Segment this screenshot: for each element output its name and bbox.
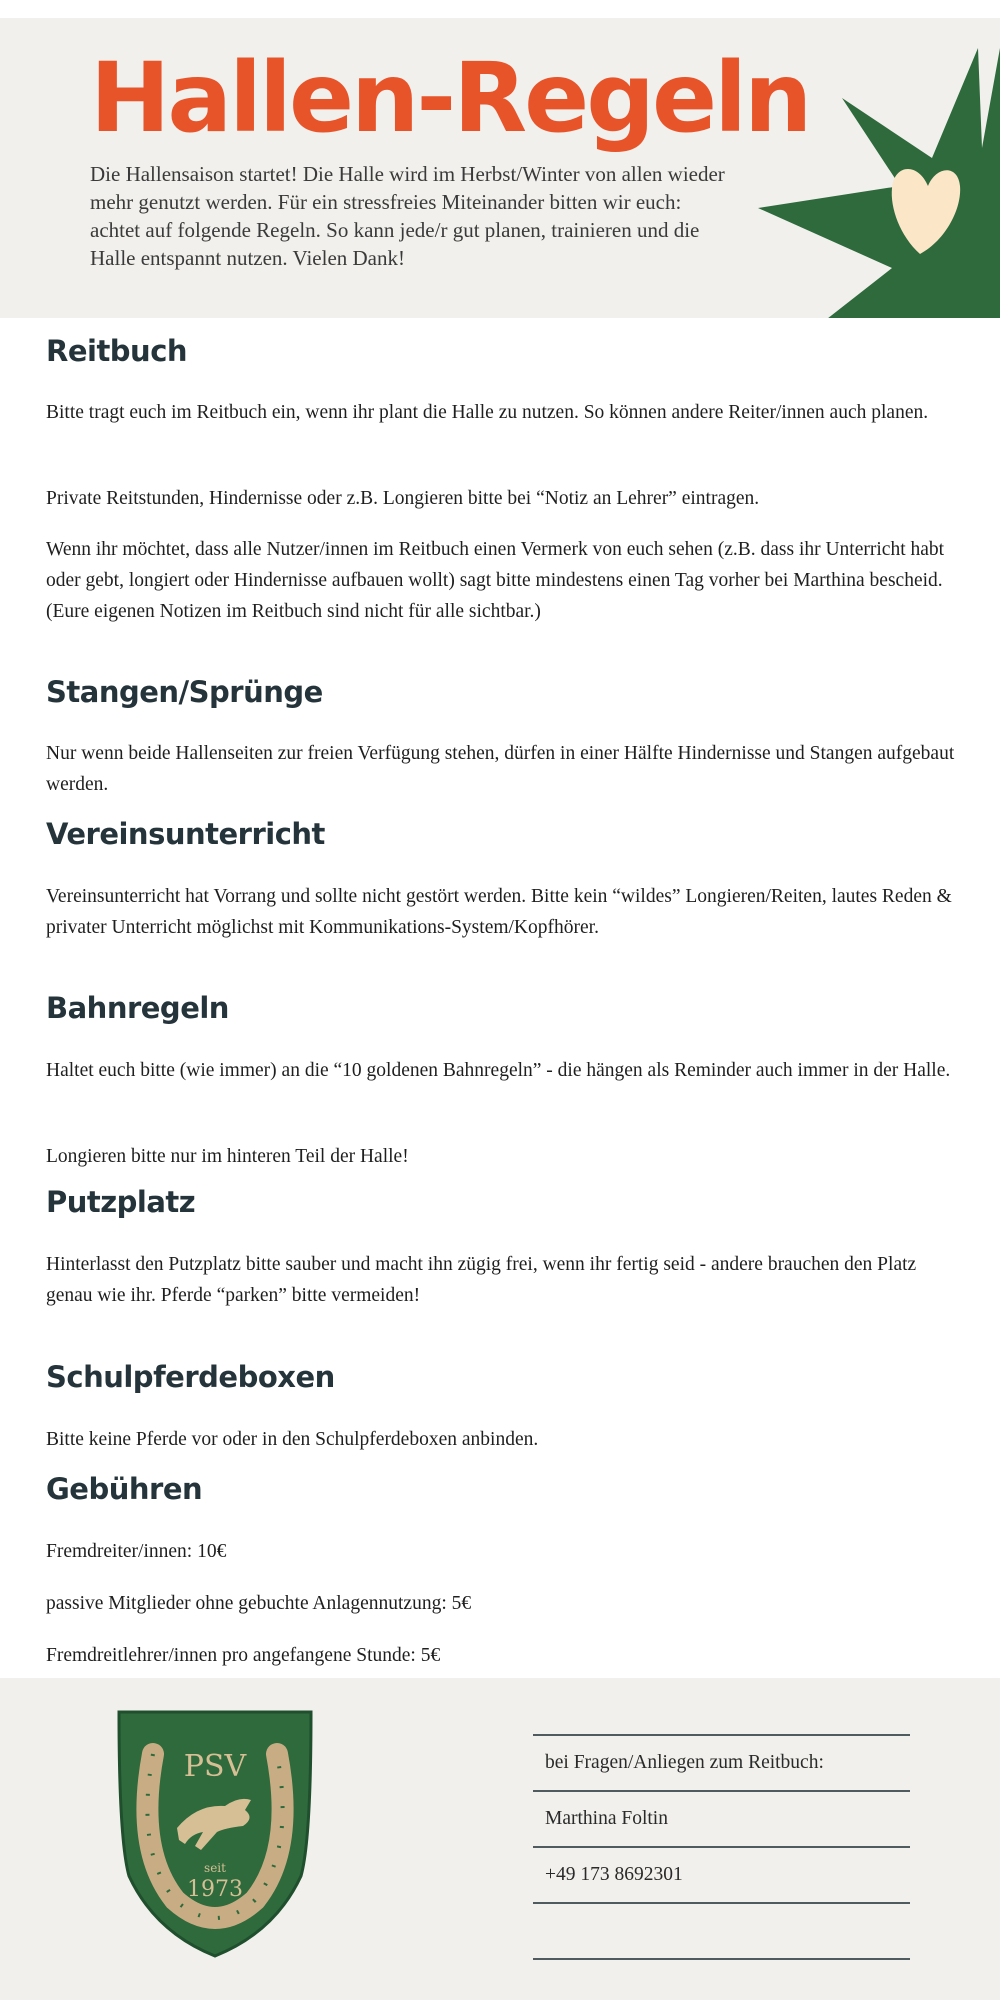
gebuehren-line-1: Fremdreiter/innen: 10€ bbox=[46, 1541, 227, 1562]
contact-divider bbox=[533, 1790, 910, 1792]
intro-text: Die Hallensaison startet! Die Halle wird im Herbst/Winter von allen wieder mehr genutzt werden. Für ein stressfreies Miteinander bitten wir euch: achtet auf folgende Regeln. So kann jede/r gut planen, trainieren und die Halle entspannt nutzen. Vielen Dank! bbox=[90, 162, 725, 270]
putzplatz-paragraph-1: Hinterlasst den Putzplatz bitte sauber und macht ihn zügig frei, wenn ihr fertig seid - andere brauchen den Platz genau wie ihr. Pferde “parken” bitte vermeiden! bbox=[46, 1254, 917, 1306]
schulpferdeboxen-paragraph-1: Bitte keine Pferde vor oder in den Schulpferdeboxen anbinden. bbox=[46, 1429, 539, 1450]
crest-year: 1973 bbox=[187, 1877, 243, 1902]
section-title-reitbuch: Reitbuch bbox=[46, 334, 188, 368]
section-title-stangen: Stangen/Sprünge bbox=[46, 675, 323, 709]
reitbuch-paragraph-1: Bitte tragt euch im Reitbuch ein, wenn ihr plant die Halle zu nutzen. So können andere Reiter/innen auch planen. bbox=[46, 402, 929, 423]
bahnregeln-paragraph-1: Haltet euch bitte (wie immer) an die “10 goldenen Bahnregeln” - die hängen als Reminder auch immer in der Halle. bbox=[46, 1060, 951, 1081]
contact-name: Marthina Foltin bbox=[545, 1808, 668, 1829]
reitbuch-paragraph-3: Wenn ihr möchtet, dass alle Nutzer/innen im Reitbuch einen Vermerk von euch sehen (z.B. dass ihr Unterricht habt oder gebt, longiert oder Hindernisse aufbauen wollt) sagt bitte mindestens einen Tag vorher bei Marthina bescheid. (Eure eigenen Notizen im Reitbuch sind nicht für alle sichtbar.) bbox=[46, 539, 945, 622]
contact-divider bbox=[533, 1734, 910, 1736]
page-title: Hallen-Regeln bbox=[90, 42, 810, 154]
section-title-bahnregeln: Bahnregeln bbox=[46, 991, 229, 1025]
section-title-vereinsunterricht: Vereinsunterricht bbox=[46, 817, 325, 851]
vereinsunterricht-paragraph-1: Vereinsunterricht hat Vorrang und sollte nicht gestört werden. Bitte kein “wildes” Longieren/Reiten, lautes Reden & privater Unterricht möglichst mit Kommunikations-System/Kopfhörer. bbox=[46, 886, 952, 938]
stangen-paragraph-1: Nur wenn beide Hallenseiten zur freien Verfügung stehen, dürfen in einer Hälfte Hindernisse und Stangen aufgebaut werden. bbox=[46, 743, 955, 795]
contact-divider bbox=[533, 1902, 910, 1904]
section-title-putzplatz: Putzplatz bbox=[46, 1185, 196, 1219]
bahnregeln-paragraph-2: Longieren bitte nur im hinteren Teil der Halle! bbox=[46, 1146, 409, 1167]
psv-crest-logo bbox=[105, 1700, 325, 1960]
section-title-gebuehren: Gebühren bbox=[46, 1472, 203, 1506]
reitbuch-paragraph-2: Private Reitstunden, Hindernisse oder z.B. Longieren bitte bei “Notiz an Lehrer” eintragen. bbox=[46, 488, 760, 509]
section-title-schulpferdeboxen: Schulpferdeboxen bbox=[46, 1360, 335, 1394]
contact-phone[interactable]: +49 173 8692301 bbox=[545, 1864, 683, 1885]
gebuehren-line-3: Fremdreitlehrer/innen pro angefangene Stunde: 5€ bbox=[46, 1645, 441, 1666]
heart-starburst-icon bbox=[750, 36, 1000, 318]
contact-divider bbox=[533, 1846, 910, 1848]
contact-divider bbox=[533, 1958, 910, 1960]
header-band bbox=[0, 18, 1000, 318]
crest-since-label: seit bbox=[204, 1861, 226, 1875]
crest-name: PSV bbox=[183, 1749, 247, 1784]
gebuehren-line-2: passive Mitglieder ohne gebuchte Anlagennutzung: 5€ bbox=[46, 1593, 472, 1614]
contact-label: bei Fragen/Anliegen zum Reitbuch: bbox=[545, 1752, 824, 1773]
